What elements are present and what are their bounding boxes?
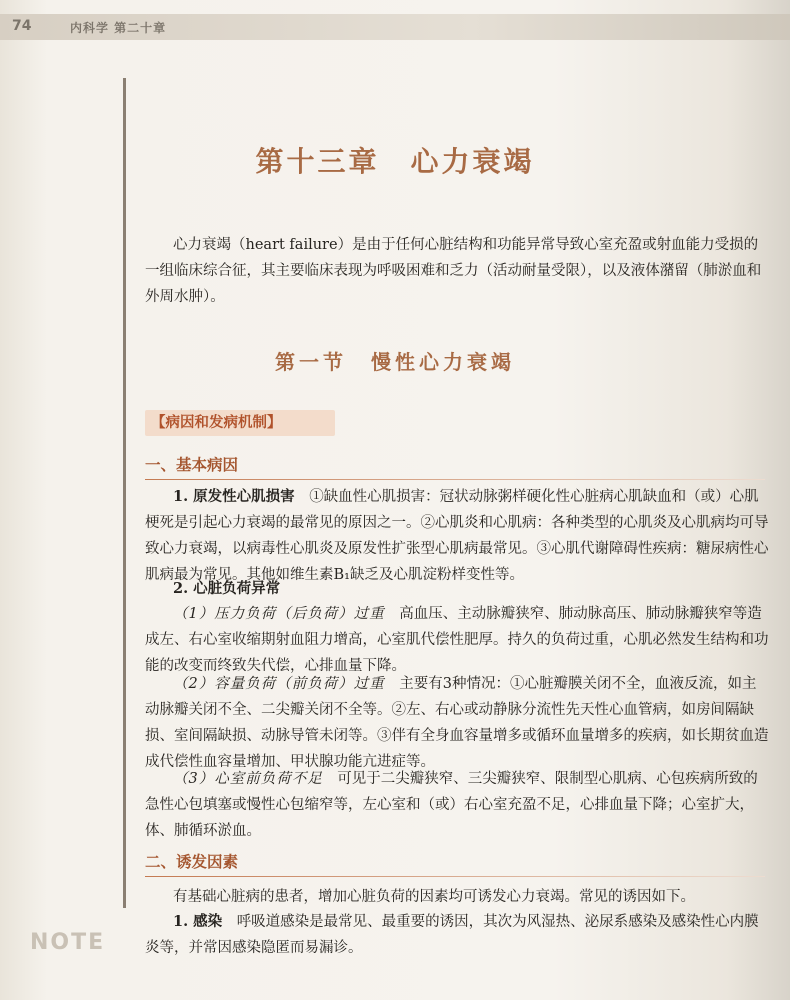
paragraph-triggers-intro: 有基础心脏病的患者，增加心脏负荷的因素均可诱发心力衰竭。常见的诱因如下。 [173, 889, 695, 905]
heading-rule [145, 479, 765, 480]
chapter-title: 第十三章 心力衰竭 [255, 145, 535, 178]
heading-rule [145, 876, 765, 877]
paragraph-infection [145, 909, 770, 961]
paragraph-label: 1. 原发性心肌损害 [173, 488, 295, 505]
subsection-label: 【病因和发病机制】 [145, 410, 335, 436]
chapter-intro: 心力衰竭（heart failure）是由于任何心脏结构和功能异常导致心室充盈或射血能力受损的一组临床综合征，其主要临床表现为呼吸困难和乏力（活动耐量受限），以及液体潴留（肺淤血和外周水肿）。 [145, 237, 762, 305]
paragraph-text: 可见于二尖瓣狭窄、三尖瓣狭窄、限制型心肌病、心包疾病所致的急性心包填塞或慢性心包缩窄等，左心室和（或）右心室充盈不足，心排血量下降；心室扩大，体、肺循环淤血。 [145, 771, 758, 839]
running-header-title: 内科学 第二十章 [70, 21, 167, 35]
note-marginal-label: NOTE [30, 930, 106, 955]
paragraph-pressure-overload [145, 601, 770, 679]
paragraph-cardiac-load [145, 576, 770, 602]
paragraph-label: 2. 心脏负荷异常 [173, 580, 281, 597]
paragraph-label: （3）心室前负荷不足 [173, 771, 323, 787]
paragraph-label: 1. 感染 [173, 913, 223, 930]
heading-triggers [145, 849, 705, 875]
paragraph-label: （2）容量负荷（前负荷）过重 [173, 676, 385, 692]
bleed-through-text [140, 70, 770, 96]
paragraph-label: （1）压力负荷（后负荷）过重 [173, 606, 385, 622]
paragraph-text: ①缺血性心肌损害：冠状动脉粥样硬化性心脏病心肌缺血和（或）心肌梗死是引起心力衰竭的最常见的原因之一。②心肌炎和心肌病：各种类型的心肌炎及心肌病均可导致心力衰竭，以病毒性心肌炎及原发性扩张型心肌病最常见。③心肌代谢障碍性疾病：糖尿病性心肌病最为常见。其他如维生素B₁缺乏及心肌淀粉样变性等。 [145, 489, 769, 583]
heading-basic-causes [145, 452, 705, 478]
page-number: 74 [12, 18, 32, 34]
paragraph-text: 主要有3种情况：①心脏瓣膜关闭不全，血液反流，如主动脉瓣关闭不全、二尖瓣关闭不全等。②左、右心或动静脉分流性先天性心血管病，如房间隔缺损、室间隔缺损、动脉导管未闭等。③伴有全身血容量增多或循环血量增多的疾病，如长期贫血造成代偿性血容量增加、甲状腺功能亢进症等。 [145, 676, 769, 770]
paragraph-text: 高血压、主动脉瓣狭窄、肺动脉高压、肺动脉瓣狭窄等造成左、右心室收缩期射血阻力增高，心室肌代偿性肥厚。持久的负荷过重，心肌必然发生结构和功能的改变而终致失代偿，心排血量下降。 [145, 606, 769, 674]
section-title: 第一节 慢性心力衰竭 [275, 350, 515, 374]
margin-rule [123, 78, 126, 908]
heading-basic-causes-text: 一、基本病因 [145, 456, 239, 474]
paragraph-volume-overload [145, 671, 770, 775]
paragraph-text: 呼吸道感染是最常见、最重要的诱因，其次为风湿热、泌尿系感染及感染性心内膜炎等，并常因感染隐匿而易漏诊。 [145, 914, 759, 956]
paragraph-primary-myocardial [145, 484, 770, 588]
heading-triggers-text: 二、诱发因素 [145, 853, 239, 871]
paragraph-preload-insufficient [145, 766, 770, 844]
